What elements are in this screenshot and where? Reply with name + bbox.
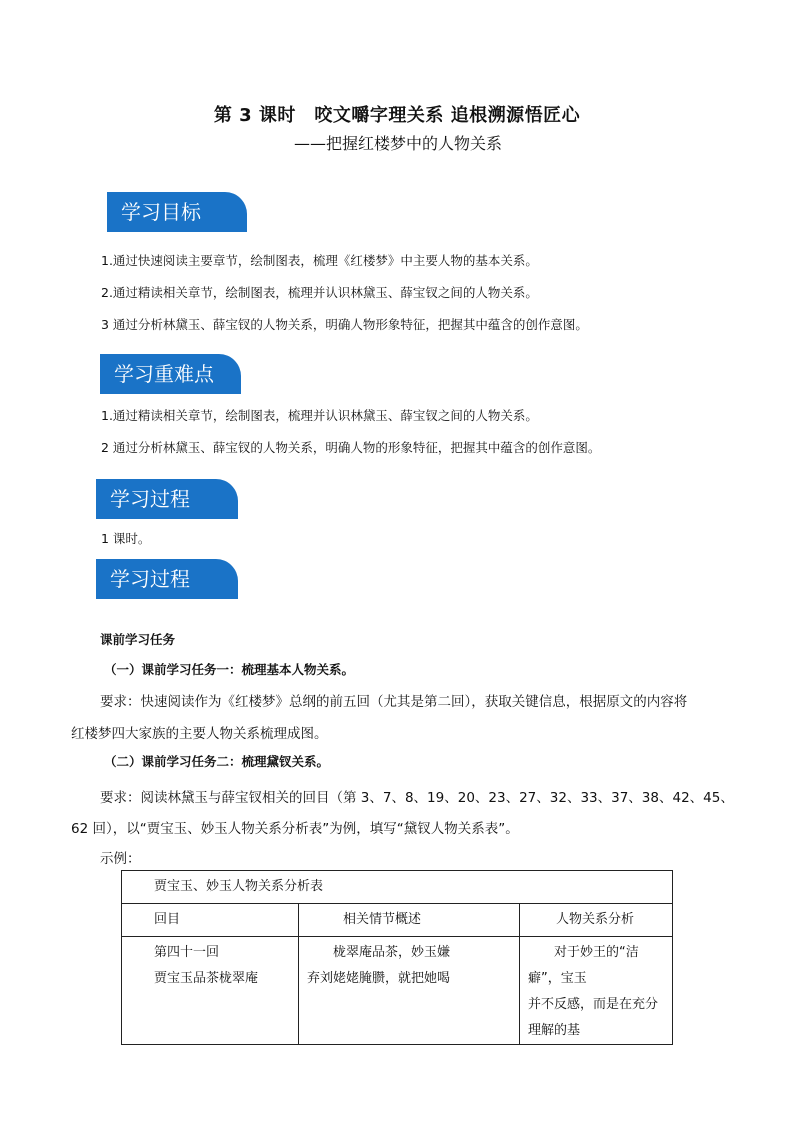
table-cell-analysis	[520, 937, 673, 1045]
lesson-count-text: 1 课时。	[101, 531, 151, 546]
task-2-requirement-line-2: 62 回），以“贾宝玉、妙玉人物关系分析表”为例，填写“黛钗人物关系表”。	[71, 821, 519, 837]
table-header-plot: 相关情节概述	[299, 904, 520, 937]
section-heading-key-points: 学习重难点	[100, 354, 241, 394]
goal-item-1: 1.通过快速阅读主要章节，绘制图表，梳理《红楼梦》中主要人物的基本关系。	[101, 253, 538, 268]
key-point-item-1: 1.通过精读相关章节，绘制图表，梳理并认识林黛玉、薛宝钗之间的人物关系。	[101, 408, 538, 423]
key-point-item-2: 2 通过分析林黛玉、薛宝钗的人物关系，明确人物的形象特征，把握其中蕴含的创作意图。	[101, 440, 601, 455]
plot-line-1: 栊翠庵品茶，妙玉嫌	[333, 945, 451, 960]
task-1-requirement-line-1: 要求：快速阅读作为《红楼梦》总纲的前五回（尤其是第二回），获取关键信息，根据原文的内容将	[100, 694, 688, 710]
pre-class-task-title: 课前学习任务	[100, 632, 176, 647]
table-header-analysis: 人物关系分析	[520, 904, 673, 937]
section-heading-goals: 学习目标	[107, 192, 247, 232]
analysis-line-2: 并不反感，而是在充分理解的基	[528, 997, 659, 1038]
goal-item-2: 2.通过精读相关章节，绘制图表，梳理并认识林黛玉、薛宝钗之间的人物关系。	[101, 285, 538, 300]
example-table	[121, 870, 673, 1045]
task-1-title: （一）课前学习任务一：梳理基本人物关系。	[104, 662, 355, 677]
page-title: 第 3 课时 咬文嚼字理关系 追根溯源悟匠心	[213, 105, 581, 126]
plot-line-2: 弃刘姥姥腌臜，就把她喝	[307, 971, 451, 986]
example-label: 示例：	[100, 851, 141, 867]
task-1-requirement-line-2: 红楼梦四大家族的主要人物关系梳理成图。	[71, 726, 328, 742]
page-subtitle: ——把握红楼梦中的人物关系	[294, 134, 503, 153]
chapter-line-1: 第四十一回	[154, 945, 220, 960]
table-cell-plot	[299, 937, 520, 1045]
analysis-line-1: 对于妙王的“洁癖”，宝玉	[528, 945, 639, 986]
section-heading-process-2: 学习过程	[96, 559, 238, 599]
table-cell-chapter	[122, 937, 299, 1045]
task-2-title: （二）课前学习任务二：梳理黛钗关系。	[104, 754, 330, 769]
table-caption: 贾宝玉、妙玉人物关系分析表	[122, 871, 673, 904]
chapter-line-2: 贾宝玉品茶栊翠庵	[154, 971, 259, 986]
section-heading-process-1: 学习过程	[96, 479, 238, 519]
task-2-requirement-line-1: 要求：阅读林黛玉与薛宝钗相关的回目（第 3、7、8、19、20、23、27、32、33、37、38、42、45、	[100, 790, 734, 806]
table-header-chapter: 回目	[122, 904, 299, 937]
goal-item-3: 3 通过分析林黛玉、薛宝钗的人物关系，明确人物形象特征，把握其中蕴含的创作意图。	[101, 317, 588, 332]
